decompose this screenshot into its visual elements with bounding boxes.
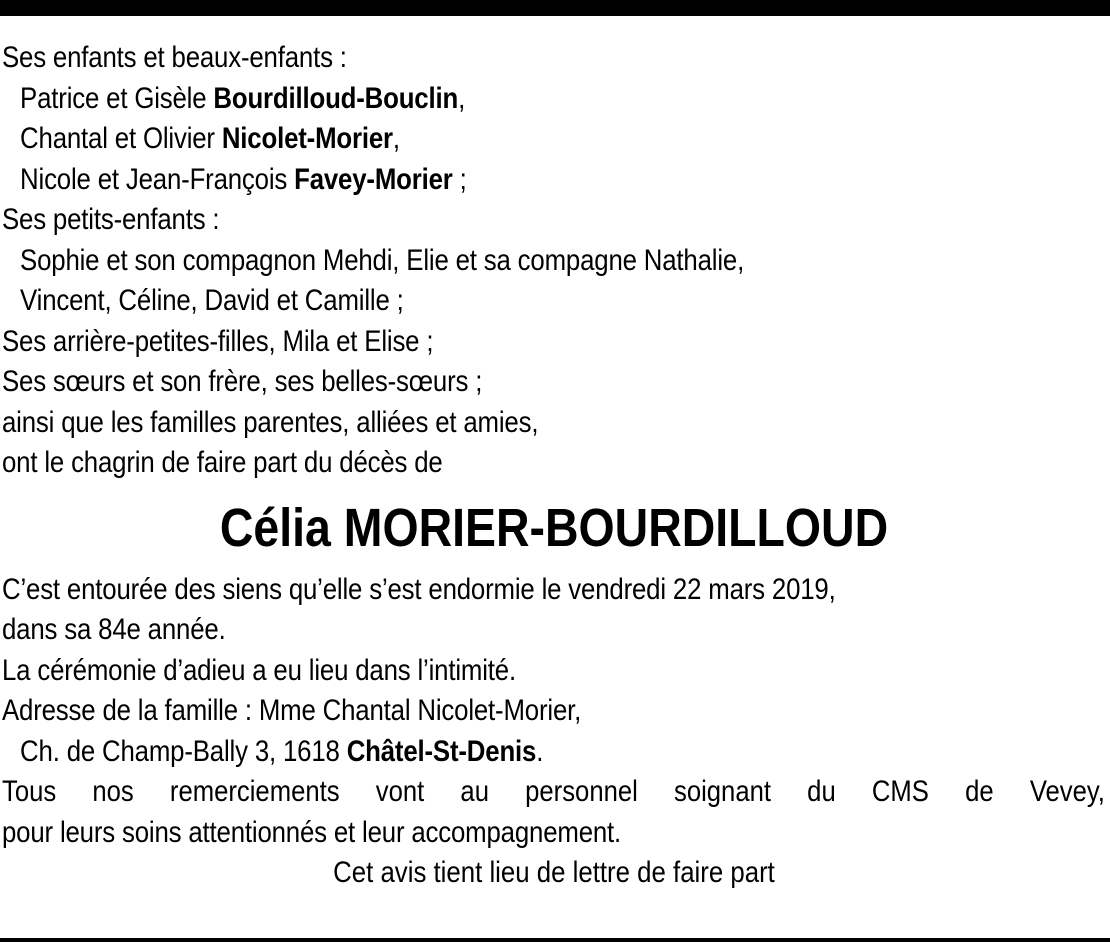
thanks-word: CMS [871,775,929,808]
address-punct: . [536,734,544,768]
top-border-rule [0,0,1110,16]
child-line-2 [2,119,951,160]
thanks-word: vont [375,775,425,808]
thanks-line-1 [2,772,1105,813]
thanks-word: nos [92,775,134,808]
thanks-word: remerciements [169,775,340,808]
closing-line: Cet avis tient lieu de lettre de faire part [333,856,775,889]
deceased-name: Célia MORIER-BOURDILLOUD [219,497,889,558]
thanks-line-2: pour leurs soins attentionnés et leur accompagnement. [2,815,622,849]
thanks-word: Vevey, [1029,775,1105,808]
thanks-word: au [460,775,489,808]
child2-surname: Nicolet-Morier [221,122,393,155]
grandchildren-line-2: Vincent, Céline, David et Camille ; [20,284,404,317]
great-grandchildren-line: Ses arrière-petites-filles, Mila et Elise ; [2,324,434,358]
child2-first-names: Chantal et Olivier [20,122,222,155]
child1-first-names: Patrice et Gisèle [20,81,214,115]
child1-surname: Bourdilloud-Bouclin [213,81,459,115]
grandchildren-line-1: Sophie et son compagnon Mehdi, Elie et sa compagne Nathalie, [20,243,745,277]
thanks-word: du [807,775,836,808]
child2-punct: , [392,122,400,155]
child3-surname: Favey-Morier [294,162,453,196]
announcement-line: ont le chagrin de faire part du décès de [2,446,443,479]
bottom-border-rule [0,938,1110,942]
address-city: Châtel-St-Denis [346,734,537,768]
grandchildren-heading: Ses petits-enfants : [2,203,220,236]
thanks-word: de [965,775,994,808]
child1-punct: , [458,81,466,115]
thanks-word: personnel [525,775,638,808]
obituary-notice [2,38,1106,894]
siblings-line: Ses sœurs et son frère, ses belles-sœurs ; [2,365,483,398]
relatives-line: ainsi que les familles parentes, alliées et amies, [2,405,539,439]
ceremony-line: La cérémonie d’adieu a eu lieu dans l’intimité. [2,653,516,687]
passing-line-1: C’est entourée des siens qu’elle s’est endormie le vendredi 22 mars 2019, [2,572,836,606]
child-line-3 [2,160,951,201]
child3-first-names: Nicole et Jean-François [20,162,295,196]
thanks-word: soignant [674,775,771,808]
thanks-word: Tous [2,775,57,808]
address-line-2 [2,732,951,773]
address-line-1: Adresse de la famille : Mme Chantal Nicolet-Morier, [2,694,582,727]
child-line-1 [2,79,951,120]
child3-punct: ; [452,162,467,196]
children-heading: Ses enfants et beaux-enfants : [2,41,347,74]
address-street: Ch. de Champ-Bally 3, 1618 [20,734,347,768]
passing-line-2: dans sa 84e année. [2,613,226,646]
